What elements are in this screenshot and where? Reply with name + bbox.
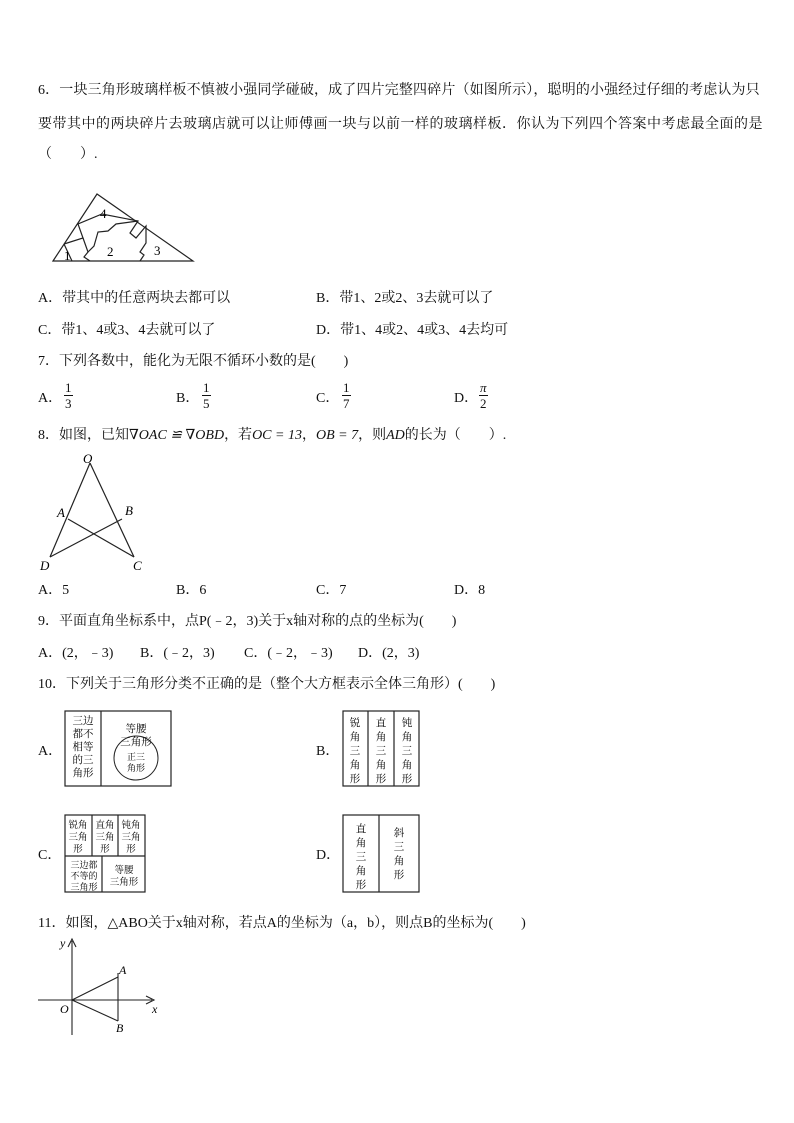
q8-label-c: C [133, 558, 142, 573]
q10-option-c-diagram [64, 814, 148, 894]
q11-label-a: A [119, 963, 127, 977]
q10d-c2-3: 角 [393, 855, 405, 867]
q11-label-b: B [116, 1021, 124, 1035]
q10c-t1-1: 锐角 [68, 820, 88, 831]
q11-stem: 11．如图，△ABO关于x轴对称，若点A的坐标为（a，b），则点B的坐标为( ) [38, 916, 526, 931]
q7-b-denominator: 5 [203, 396, 210, 411]
q9-option-d: D．(2，3) [358, 646, 420, 661]
q10d-c1-1: 直 [355, 823, 367, 835]
q6-answer-blank: （ ）. [38, 147, 98, 162]
q7-b-numerator: 1 [203, 380, 210, 395]
q10a-inner-2: 角形 [126, 764, 146, 774]
q7-d-numerator: π [480, 380, 487, 395]
q6-fig-label-4: 4 [100, 206, 107, 221]
q10c-t3-1: 钝角 [121, 820, 141, 831]
q10b-c1-2: 角 [349, 731, 361, 743]
q10d-c2-1: 斜 [393, 827, 405, 839]
q7-option-a-fraction [64, 380, 73, 411]
q9-option-a: A．(2，﹣3) [38, 646, 114, 661]
q7-option-d-fraction [479, 380, 488, 411]
q7-option-c-label: C． [316, 391, 340, 406]
q10b-c1-4: 角 [349, 759, 361, 771]
q8-stem-pre: 8．如图，已知 [38, 428, 129, 443]
q7-option-b-fraction [202, 380, 211, 411]
q10-option-c-label: C． [38, 848, 62, 863]
q10b-c1-3: 三 [349, 745, 361, 757]
q6-stem-line2: 要带其中的两块碎片去玻璃店就可以让师傅画一块与以前一样的玻璃样板．你认为下列四个答案中考虑最全面的是 [38, 117, 763, 132]
q8-stem [38, 427, 506, 445]
q8-label-a: A [57, 505, 65, 520]
q7-option-d-label: D． [454, 391, 479, 406]
q10d-c2-2: 三 [393, 841, 405, 853]
q10a-left-4: 的三 [72, 754, 94, 766]
q8-option-c: C．7 [316, 583, 347, 598]
q10b-c3-5: 形 [401, 773, 413, 785]
q11-label-y: y [60, 936, 66, 950]
q10-stem: 10．下列关于三角形分类不正确的是（整个大方框表示全体三角形）( ) [38, 677, 496, 692]
q10c-b2-2: 三角形 [109, 877, 139, 888]
q10c-b2-1: 等腰 [114, 865, 134, 876]
q9-option-b: B．(﹣2，3) [140, 646, 215, 661]
q7-option-a-label: A． [38, 391, 63, 406]
q7-option-b-label: B． [176, 391, 200, 406]
q6-option-c: C．带1、4或3、4去就可以了 [38, 323, 216, 338]
q10c-b1-1: 三边都 [70, 861, 98, 871]
q10a-left-1: 三边 [72, 715, 94, 727]
q10b-c3-3: 三 [401, 745, 413, 757]
q10a-left-3: 相等 [72, 741, 94, 753]
q10b-c1-5: 形 [349, 773, 361, 785]
q10c-b1-2: 不等的 [70, 872, 98, 882]
q10b-c2-2: 角 [375, 731, 387, 743]
q10-option-a-label: A． [38, 744, 63, 759]
q8-stem-mid2: ，则 [358, 428, 387, 443]
q10-option-d-diagram [342, 814, 422, 894]
q6-fig-label-2: 2 [107, 244, 114, 259]
q8-ob-value: OB = 7 [315, 428, 359, 443]
q10a-circle-2: 三角形 [120, 736, 152, 748]
q11-label-x: x [152, 1002, 158, 1016]
q7-c-denominator: 7 [343, 396, 350, 411]
q10c-t2-2: 三角 [95, 832, 115, 843]
q7-a-numerator: 1 [65, 380, 72, 395]
q10b-c2-4: 角 [375, 759, 387, 771]
q10c-t1-2: 三角 [68, 832, 88, 843]
q8-ad-segment: AD [386, 428, 405, 443]
q10-option-a-diagram [64, 710, 174, 788]
q10c-t3-3: 形 [126, 844, 136, 855]
q8-triangle-figure [38, 453, 158, 573]
q10b-c2-3: 三 [375, 745, 387, 757]
q8-option-d: D．8 [454, 583, 486, 598]
q8-label-b: B [125, 503, 133, 518]
q10b-c2-1: 直 [375, 717, 387, 729]
q10b-c3-2: 角 [401, 731, 413, 743]
q10d-c1-4: 角 [355, 865, 367, 877]
q7-c-numerator: 1 [343, 380, 350, 395]
q8-option-b: B．6 [176, 583, 207, 598]
q7-stem: 7．下列各数中，能化为无限不循环小数的是( ) [38, 354, 349, 369]
q10b-c2-5: 形 [375, 773, 387, 785]
q10b-c1-1: 锐 [349, 717, 361, 729]
q10a-circle-1: 等腰 [125, 723, 147, 735]
q6-stem-line1: 6．一块三角形玻璃样板不慎被小强同学碰破，成了四片完整四碎片（如图所示），聪明的小强经过仔细的考虑认为只 [38, 83, 760, 98]
q6-broken-triangle-figure [50, 188, 200, 268]
q9-stem: 9．平面直角坐标系中，点P(﹣2，3)关于x轴对称的点的坐标为( ) [38, 614, 457, 629]
q10c-t2-3: 形 [100, 844, 110, 855]
q10a-left-5: 角形 [72, 767, 94, 779]
q10a-inner-1: 正三 [126, 753, 146, 763]
q10c-t2-1: 直角 [95, 820, 115, 831]
q10b-c3-4: 角 [401, 759, 413, 771]
q6-option-b: B．带1、2或2、3去就可以了 [316, 291, 494, 306]
q8-option-a: A．5 [38, 583, 70, 598]
q8-label-o: O [83, 451, 93, 466]
q8-oc-value: OC = 13 [252, 428, 302, 443]
q8-stem-sep: ， [301, 428, 316, 443]
q10d-c1-3: 三 [355, 851, 367, 863]
q11-label-o: O [60, 1002, 69, 1016]
q8-stem-post: 的长为（ ）. [404, 428, 507, 443]
q10-option-b-label: B． [316, 744, 340, 759]
q10c-b1-3: 三角形 [70, 883, 98, 893]
q10c-t1-3: 形 [73, 844, 83, 855]
q8-stem-mid1: ，若 [224, 428, 253, 443]
q7-d-denominator: 2 [480, 396, 487, 411]
q6-option-d: D．带1、4或2、4或3、4去均可 [316, 323, 509, 338]
q10-option-d-label: D． [316, 848, 341, 863]
q7-option-c-fraction [342, 380, 351, 411]
q6-fig-label-3: 3 [154, 243, 161, 258]
q10a-left-2: 都不 [72, 728, 94, 740]
q11-coordinate-figure [36, 935, 166, 1040]
q10b-c3-1: 钝 [401, 717, 413, 729]
q10d-c1-2: 角 [355, 837, 367, 849]
q8-label-d: D [40, 558, 50, 573]
q7-a-denominator: 3 [65, 396, 72, 411]
q6-fig-label-1: 1 [64, 248, 71, 263]
q6-option-a: A．带其中的任意两块去都可以 [38, 291, 231, 306]
q9-option-c: C．(﹣2，﹣3) [244, 646, 333, 661]
q10-option-b-diagram [342, 710, 422, 788]
q10c-t3-2: 三角 [121, 832, 141, 843]
q8-congruence: ∇OAC ≌ ∇OBD [129, 428, 225, 443]
q10d-c2-4: 形 [393, 869, 405, 881]
q10d-c1-5: 形 [355, 879, 367, 891]
